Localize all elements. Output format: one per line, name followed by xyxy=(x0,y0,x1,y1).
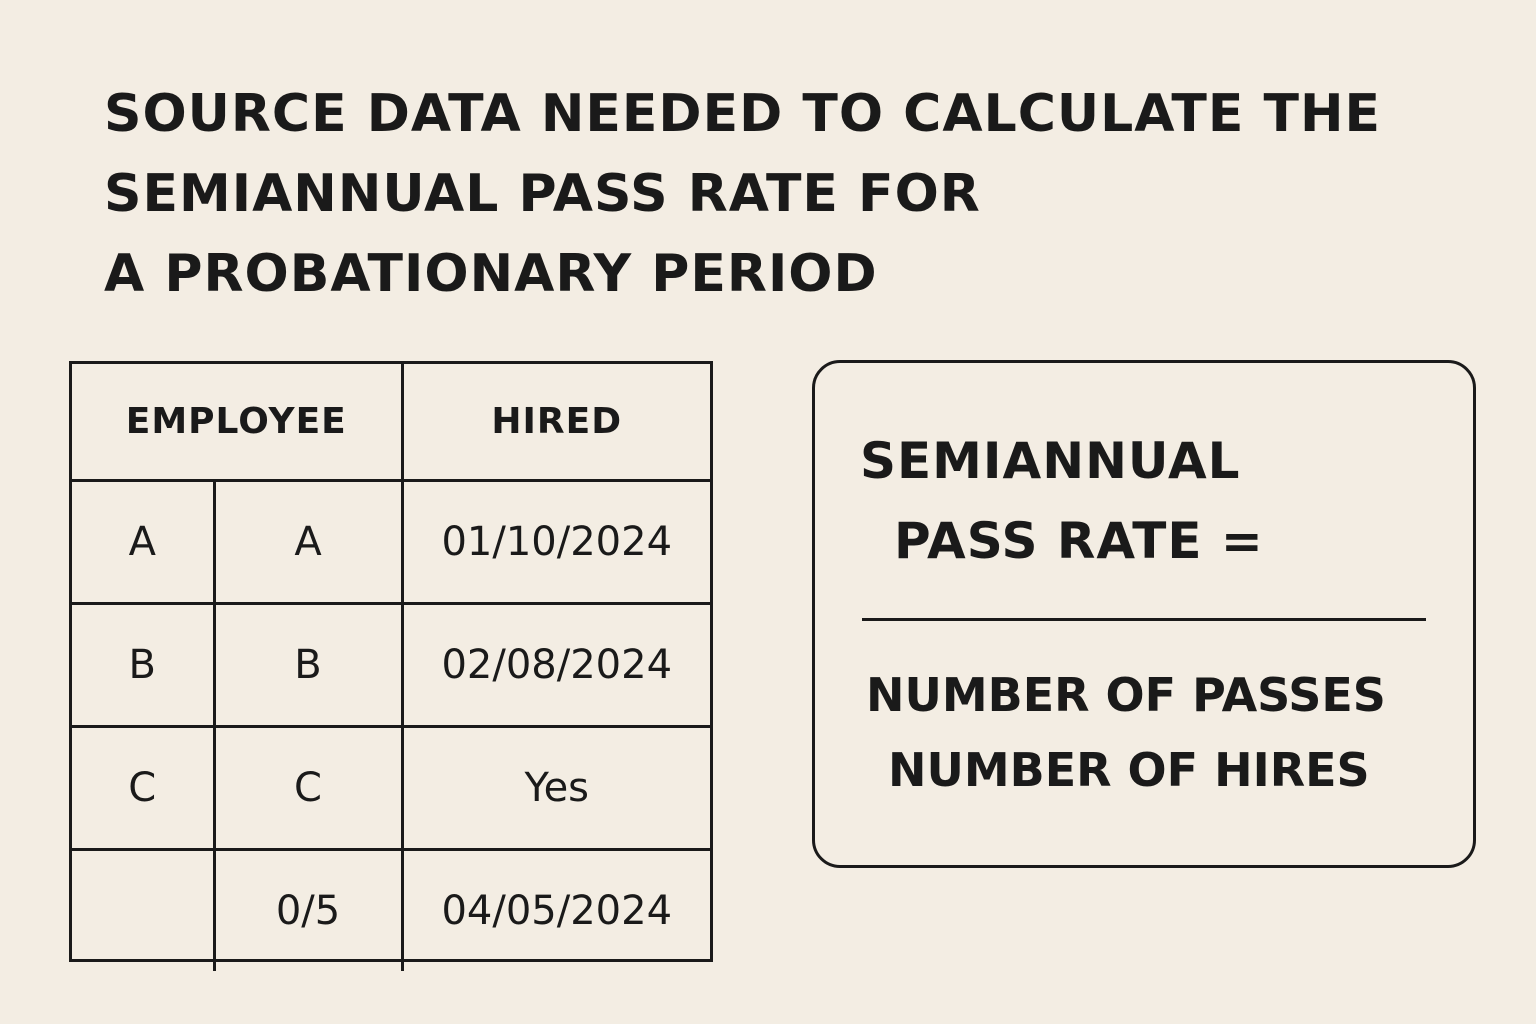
table-cell: 02/08/2024 xyxy=(402,604,710,727)
table-header-row xyxy=(72,364,710,481)
formula-numerator: NUMBER OF PASSES xyxy=(866,668,1386,722)
table-cell: 01/10/2024 xyxy=(402,481,710,604)
diagram-title xyxy=(104,74,1504,314)
formula-label-line-1: SEMIANNUAL xyxy=(860,432,1241,490)
title-line-3: A PROBATIONARY PERIOD xyxy=(104,244,878,304)
table-cell: C xyxy=(214,727,402,850)
table-row xyxy=(72,604,710,727)
table-row xyxy=(72,727,710,850)
formula-label-line-2: PASS RATE = xyxy=(894,512,1264,570)
table-cell: C xyxy=(72,727,214,850)
table-cell: B xyxy=(214,604,402,727)
table-cell: 04/05/2024 xyxy=(402,850,710,972)
table-cell: 0/5 xyxy=(214,850,402,972)
title-line-1: SOURCE DATA NEEDED TO CALCULATE THE xyxy=(104,84,1382,144)
table-cell: A xyxy=(214,481,402,604)
source-data-table xyxy=(72,364,710,971)
table-cell xyxy=(72,850,214,972)
header-employee: EMPLOYEE xyxy=(72,364,402,481)
source-data-table-frame xyxy=(69,361,713,962)
fraction-bar xyxy=(862,618,1426,621)
table-cell: B xyxy=(72,604,214,727)
table-cell: Yes xyxy=(402,727,710,850)
table-row xyxy=(72,481,710,604)
table-row xyxy=(72,850,710,972)
header-hired: HIRED xyxy=(402,364,710,481)
title-line-2: SEMIANNUAL PASS RATE FOR xyxy=(104,164,981,224)
formula-denominator: NUMBER OF HIRES xyxy=(888,743,1370,797)
table-cell: A xyxy=(72,481,214,604)
